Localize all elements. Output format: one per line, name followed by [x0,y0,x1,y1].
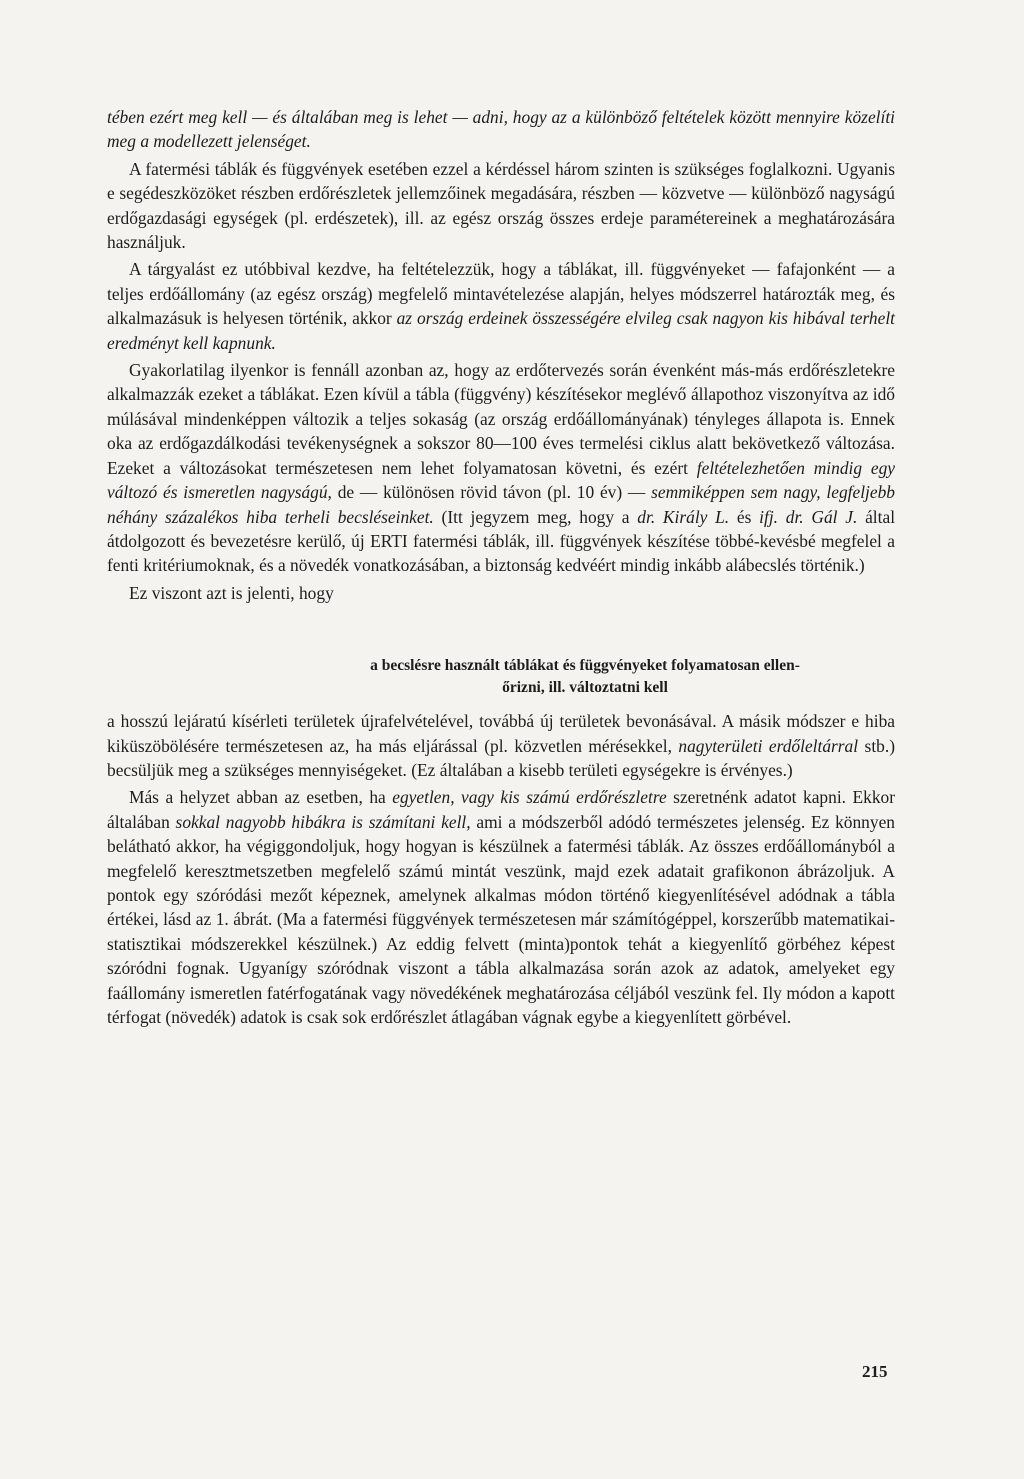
section-heading-line-2: őrizni, ill. változtatni kell [502,679,668,697]
italic-text-run: az ország erdeinek összességére elvileg csak nagyon kis hibával terhelt eredményt kell kapnunk. [107,308,895,353]
paragraph-p3 [107,257,895,355]
text-run: stb.) becsüljük meg a szükséges mennyiségeket. (Ez általában a kisebb területi egységekre is érvényes.) [107,735,895,780]
paragraph-p6 [107,709,895,782]
text-run: és [729,506,760,527]
italic-text-run: feltételezhetően mindig egy változó és ismeretlen nagyságú, [107,457,895,503]
paragraph-p1 [107,105,895,154]
page-number: 215 [862,1362,888,1381]
paragraph-p7 [107,785,895,1029]
paragraph-p4 [107,358,895,578]
italic-text-run: dr. Király L. [637,506,730,527]
italic-text-run: hiba terheli becsléseinket. [246,506,434,527]
italic-text-run: sokkal nagyobb hibákra is számítani kell, [175,811,471,832]
text-column [107,105,895,1032]
text-run: a hosszú lejáratú kísérleti területek újrafelvételével, továbbá új területek bevonásával. A másik módszer e hiba kiküszöbölésére természetesen az, ha más eljárással (pl. közvetlen mérésekkel, [107,711,895,756]
section-heading-line-1: a becslésre használt táblákat és függvényeket folyamatosan ellen- [370,657,800,675]
body-text-after-heading [107,709,895,1029]
italic-text-run: semmiképpen sem nagy, legfeljebb néhány százalékos [107,482,895,527]
text-run: Más a helyzet abban az esetben, ha [129,787,393,808]
text-run: Ez viszont azt is jelenti, hogy [129,582,334,603]
body-text-before-heading [107,105,895,605]
text-run: szeretnénk adatot kapni. Ekkor általában [107,787,896,832]
text-run: A tárgyalást ez utóbbival kezdve, ha feltételezzük, hogy a táblákat, ill. függvényeket — fafajonként — a teljes erdőállomány (az egész ország) megfelelő mintavételezése alapján, helyes módszerrel határozták meg, és alkalmazásuk is helyesen történik, akkor [107,259,895,329]
paragraph-p2 [107,157,895,255]
text-run: ami a módszerből adódó természetes jelenség. Ez könnyen belátható akkor, ha végiggondoljuk, hogy hogyan is készülnek a fatermési táblák. Az összes erdőállományból a megfelelő keresztmetszetben megfelelő számú mintát veszünk, majd ezek adatait grafikonon ábrázoljuk. A pontok egy szóródási mezőt képeznek, amelynek alkalmas módon történő kiegyenlítésével adódnak a tábla értékei, lásd az 1. ábrát. (Ma a fatermési függvények természetesen már számítógéppel, korszerűbb matematikai-statisztikai módszerekkel készülnek.) Az eddig felvett (minta)pontok tehát a kiegyenlítő görbéhez képest szóródni fognak. Ugyanígy szóródnak viszont a tábla alkalmazása során azok az adatok, amelyeket egy faállomány ismeretlen fatérfogatának vagy növedékének meghatározása céljából veszünk fel. Ily módon a kapott térfogat (növedék) adatok is csak sok erdőrészlet átlagában vágnak egybe a kiegyenlített görbével. [107,811,895,1027]
section-heading [107,655,895,699]
italic-text-run: tében ezért meg kell — és általában meg is lehet — adni, hogy az a különböző feltételek között mennyire közelíti meg a modellezett jelenséget. [107,107,895,152]
text-run: Gyakorlatilag ilyenkor is fennáll azonban az, hogy az erdőtervezés során évenként más-más erdőrészletekre alkalmazzák ezeket a táblákat. Ezen kívül a tábla (függvény) készítésekor meglévő állapothoz viszonyítva az idő múlásával mindenképpen változik a teljes sokaság (az ország erdőállományának) tényleges állapota is. Ennek oka az erdőgazdálkodási tevékenységnek a sokszor 80—100 éves termelési ciklus alatt bekövetkező változása. Ezeket a változásokat természetesen nem lehet folyamatosan követni, és ezért [107,360,895,478]
italic-text-run: ifj. dr. Gál J. [759,506,858,527]
paragraph-p5 [107,581,895,605]
text-run: (Itt jegyzem meg, hogy a [433,506,638,527]
italic-text-run: egyetlen, vagy kis számú erdőrészletre [392,787,667,808]
text-run: A fatermési táblák és függvények esetében ezzel a kérdéssel három szinten is szükséges foglalkozni. Ugyanis e segédeszközöket részben erdőrészletek jellemzőinek megadására, részben — közvetve — különböző nagyságú erdőgazdasági egységek (pl. erdészetek), ill. az egész ország összes erdeje paramétereinek a meghatározására használjuk. [107,158,895,253]
text-run: által átdolgozott és bevezetésre kerülő, új ERTI fatermési táblák, ill. függvények készítése többé-kevésbé megfelel a fenti kritériumoknak, és a növedék vonatkozásában, a biztonság kedvéért mindig inkább alábecslés történik.) [107,506,896,576]
text-run: de — különösen rövid távon (pl. 10 év) — [331,482,652,503]
italic-text-run: nagyterületi erdőleltárral [678,735,859,756]
